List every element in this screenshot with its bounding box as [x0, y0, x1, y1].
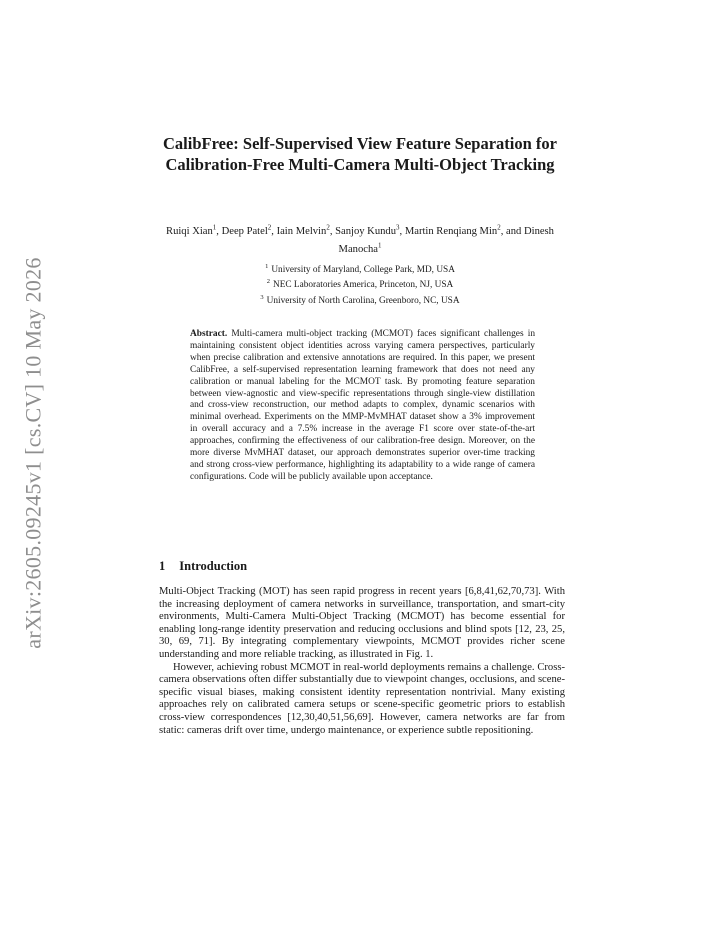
arxiv-identifier-stamp — [14, 258, 54, 648]
introduction-body — [159, 586, 565, 737]
abstract-label: Abstract. — [190, 329, 228, 339]
section-title: Introduction — [179, 559, 248, 573]
abstract-text: Multi-camera multi-object tracking (MCMOT) faces significant challenges in maintaining consistent object identities across varying camera perspectives, particularly when precise calibration and extensive annotations are required. In this paper, we present CalibFree, a self-supervised representation learning framework that does not need any calibration or manual labeling for the MCMOT task. By promoting feature separation between view-agnostic and view-specific representations through single-view distillation and cross-view reconstruction, our method adapts to complex, dynamic scenarios with minimal overhead. Experiments on the MMP-MvMHAT dataset show a 3% improvement in overall accuracy and a 7.5% increase in the average F1 score over state-of-the-art approaches, confirming the effectiveness of our calibration-free design. Moreover, on the more diverse MvMHAT dataset, our approach demonstrates superior over-time tracking and strong cross-view performance, highlighting its adaptability to a wide range of camera configurations. Code will be publicly available upon acceptance. — [190, 329, 536, 482]
paragraph: However, achieving robust MCMOT in real-world deployments remains a challenge. Cross-camera observations often differ substantially due to viewpoint changes, occlusions, and scene-specific visual biases, making consistent identity representation nontrivial. Many existing approaches rely on calibrated camera setups or scene-specific geometric priors to establish cross-view correspondences [12,30,40,51,56,69]. However, camera networks are far from static: cameras drift over time, undergo maintenance, or experience subtle repositioning. — [159, 661, 565, 736]
author: Martin Renqiang Min$^2$, and — [404, 223, 524, 237]
affiliation-list — [160, 261, 560, 307]
author-list — [160, 220, 560, 257]
abstract — [190, 329, 535, 484]
affiliation: $^1$ University of Maryland, College Park, MD, USA — [265, 263, 455, 276]
arxiv-identifier-text: arXiv:2605.09245v1 [cs.CV] 10 May 2026 — [21, 257, 47, 649]
section-number: 1 — [159, 559, 166, 573]
paragraph: Multi-Object Tracking (MOT) has seen rapid progress in recent years [6,8,41,62,70,73]. With the increasing deployment of camera networks in surveillance, transportation, and smart-city environments, Multi-Camera Multi-Object Tracking (MCMOT) has become essential for enabling long-range identity preservation and reducing occlusions and blind spots [12, 23, 25, 30, 69, 71]. By integrating complementary viewpoints, MCMOT provides richer scene understanding and more reliable tracking, as illustrated in Fig. 1. — [159, 586, 565, 660]
author: Ruiqi Xian$^1$, — [166, 223, 222, 237]
affiliation: $^3$ University of North Carolina, Greenboro, NC, USA — [260, 293, 460, 306]
paper-title: CalibFree: Self-Supervised View Feature Separation for Calibration-Free Multi-Camera Multi-Object Tracking — [163, 134, 557, 174]
author: Iain Melvin$^2$, — [276, 223, 336, 237]
section-heading — [159, 558, 247, 574]
author: Dinesh Manocha$^1$ — [338, 225, 554, 256]
affiliation: $^2$ NEC Laboratories America, Princeton, NJ, USA — [266, 278, 454, 291]
author: Deep Patel$^2$, — [221, 223, 277, 237]
author: Sanjoy Kundu$^3$, — [335, 223, 405, 237]
